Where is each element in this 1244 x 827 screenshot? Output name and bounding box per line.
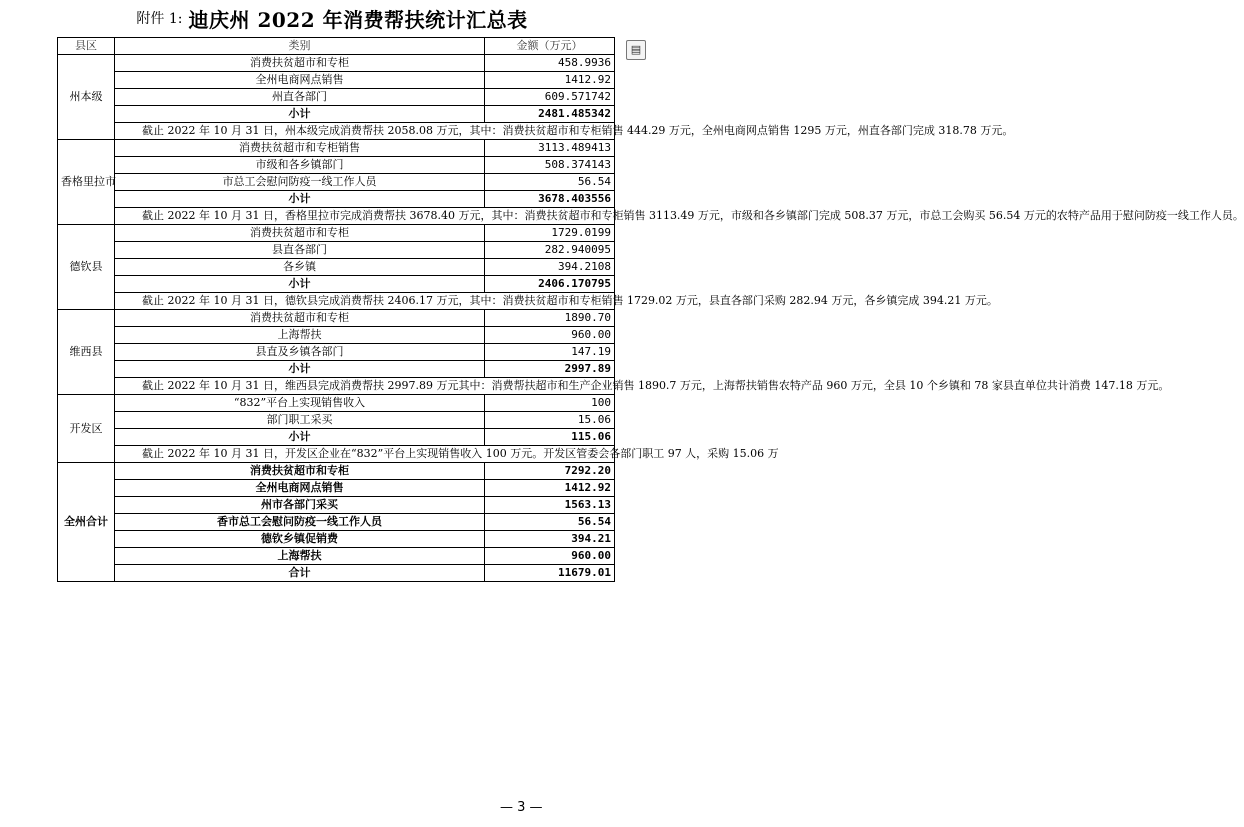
total-category-cell: 消费扶贫超市和专柜 <box>115 463 485 480</box>
amount-cell: 1412.92 <box>485 72 615 89</box>
table-header-row <box>58 38 615 55</box>
amount-cell: 100 <box>485 395 615 412</box>
column-header-amount: 金额（万元） <box>485 38 615 55</box>
section-note: 截止 2022 年 10 月 31 日，州本级完成消费帮扶 2058.08 万元，其中：消费扶贫超市和专柜销售 444.29 万元，全州电商网点销售 1295 万元，州直各部门完成 318.78 万元。 <box>115 123 615 140</box>
table-row <box>58 225 615 242</box>
total-row <box>58 548 615 565</box>
table-row <box>58 72 615 89</box>
section-note: 截止 2022 年 10 月 31 日，维西县完成消费帮扶 2997.89 万元其中：消费帮扶超市和生产企业销售 1890.7 万元，上海帮扶销售农特产品 960 万元，全县 10 个乡镇和 78 家县直单位共计消费 147.18 万元。 <box>115 378 615 395</box>
amount-cell: 282.940095 <box>485 242 615 259</box>
comment-icon[interactable]: ▤ <box>626 40 646 60</box>
summary-table <box>57 37 1244 582</box>
total-amount-cell: 56.54 <box>485 514 615 531</box>
table-row <box>58 242 615 259</box>
total-row <box>58 463 615 480</box>
amount-cell: 960.00 <box>485 327 615 344</box>
total-row <box>58 480 615 497</box>
total-amount-cell: 960.00 <box>485 548 615 565</box>
grand-total-label: 合计 <box>115 565 485 582</box>
total-row <box>58 497 615 514</box>
category-cell: 市总工会慰问防疫一线工作人员 <box>115 174 485 191</box>
section-note: 截止 2022 年 10 月 31 日，德钦县完成消费帮扶 2406.17 万元，其中：消费扶贫超市和专柜销售 1729.02 万元，县直各部门采购 282.94 万元，各乡镇完成 394.21 万元。 <box>115 293 615 310</box>
table-row <box>58 89 615 106</box>
subtotal-amount: 2997.89 <box>485 361 615 378</box>
grand-total-amount: 11679.01 <box>485 565 615 582</box>
category-cell: 县直各部门 <box>115 242 485 259</box>
category-cell: 消费扶贫超市和专柜 <box>115 55 485 72</box>
amount-cell: 458.9936 <box>485 55 615 72</box>
header <box>0 0 664 36</box>
amount-cell: 3113.489413 <box>485 140 615 157</box>
category-cell: 上海帮扶 <box>115 327 485 344</box>
column-header-category: 类别 <box>115 38 485 55</box>
category-cell: 全州电商网点销售 <box>115 72 485 89</box>
table-row <box>58 327 615 344</box>
subtotal-amount: 115.06 <box>485 429 615 446</box>
subtotal-row <box>58 361 615 378</box>
amount-cell: 56.54 <box>485 174 615 191</box>
total-category-cell: 全州电商网点销售 <box>115 480 485 497</box>
note-row <box>58 378 615 395</box>
table-row <box>58 412 615 429</box>
county-cell: 州本级 <box>58 55 115 140</box>
category-cell: 消费扶贫超市和专柜销售 <box>115 140 485 157</box>
amount-cell: 1890.70 <box>485 310 615 327</box>
category-cell: “832”平台上实现销售收入 <box>115 395 485 412</box>
amount-cell: 147.19 <box>485 344 615 361</box>
note-row <box>58 208 615 225</box>
subtotal-amount: 2406.170795 <box>485 276 615 293</box>
amount-cell: 609.571742 <box>485 89 615 106</box>
table-row <box>58 259 615 276</box>
category-cell: 县直及乡镇各部门 <box>115 344 485 361</box>
table-row <box>58 157 615 174</box>
table-row <box>58 174 615 191</box>
subtotal-row <box>58 191 615 208</box>
section-note: 截止 2022 年 10 月 31 日，开发区企业在“832”平台上实现销售收入 100 万元。开发区管委会各部门职工 97 人，采购 15.06 万 <box>115 446 615 463</box>
county-cell: 香格里拉市 <box>58 140 115 225</box>
total-category-cell: 州市各部门采买 <box>115 497 485 514</box>
total-category-cell: 上海帮扶 <box>115 548 485 565</box>
column-header-county: 县区 <box>58 38 115 55</box>
category-cell: 州直各部门 <box>115 89 485 106</box>
county-cell: 维西县 <box>58 310 115 395</box>
subtotal-label: 小计 <box>115 191 485 208</box>
category-cell: 市级和各乡镇部门 <box>115 157 485 174</box>
amount-cell: 508.374143 <box>485 157 615 174</box>
category-cell: 部门职工采买 <box>115 412 485 429</box>
total-amount-cell: 1412.92 <box>485 480 615 497</box>
subtotal-label: 小计 <box>115 361 485 378</box>
page-title: 迪庆州 2022 年消费帮扶统计汇总表 <box>188 7 528 32</box>
subtotal-label: 小计 <box>115 429 485 446</box>
subtotal-label: 小计 <box>115 276 485 293</box>
page-number: — 3 — <box>500 800 543 815</box>
category-cell: 消费扶贫超市和专柜 <box>115 310 485 327</box>
total-row <box>58 531 615 548</box>
subtotal-amount: 3678.403556 <box>485 191 615 208</box>
table-row <box>58 395 615 412</box>
category-cell: 消费扶贫超市和专柜 <box>115 225 485 242</box>
county-cell: 德钦县 <box>58 225 115 310</box>
attachment-label: 附件 1: <box>136 11 183 27</box>
subtotal-row <box>58 276 615 293</box>
total-category-cell: 香市总工会慰问防疫一线工作人员 <box>115 514 485 531</box>
subtotal-row <box>58 106 615 123</box>
county-cell: 开发区 <box>58 395 115 463</box>
total-county-cell: 全州合计 <box>58 463 115 582</box>
total-amount-cell: 7292.20 <box>485 463 615 480</box>
category-cell: 各乡镇 <box>115 259 485 276</box>
grand-total-row <box>58 565 615 582</box>
subtotal-row <box>58 429 615 446</box>
table-row <box>58 310 615 327</box>
note-row <box>58 293 615 310</box>
table-row <box>58 55 615 72</box>
total-amount-cell: 394.21 <box>485 531 615 548</box>
note-row <box>58 446 615 463</box>
amount-cell: 15.06 <box>485 412 615 429</box>
table-row <box>58 140 615 157</box>
note-row <box>58 123 615 140</box>
amount-cell: 394.2108 <box>485 259 615 276</box>
total-amount-cell: 1563.13 <box>485 497 615 514</box>
total-category-cell: 德钦乡镇促销费 <box>115 531 485 548</box>
subtotal-label: 小计 <box>115 106 485 123</box>
table-row <box>58 344 615 361</box>
total-row <box>58 514 615 531</box>
amount-cell: 1729.0199 <box>485 225 615 242</box>
subtotal-amount: 2481.485342 <box>485 106 615 123</box>
section-note: 截止 2022 年 10 月 31 日，香格里拉市完成消费帮扶 3678.40 万元，其中：消费扶贫超市和专柜销售 3113.49 万元，市级和各乡镇部门完成 508.37 万元，市总工会购买 56.54 万元的农特产品用于慰问防疫一线工作人员。 <box>115 208 615 225</box>
